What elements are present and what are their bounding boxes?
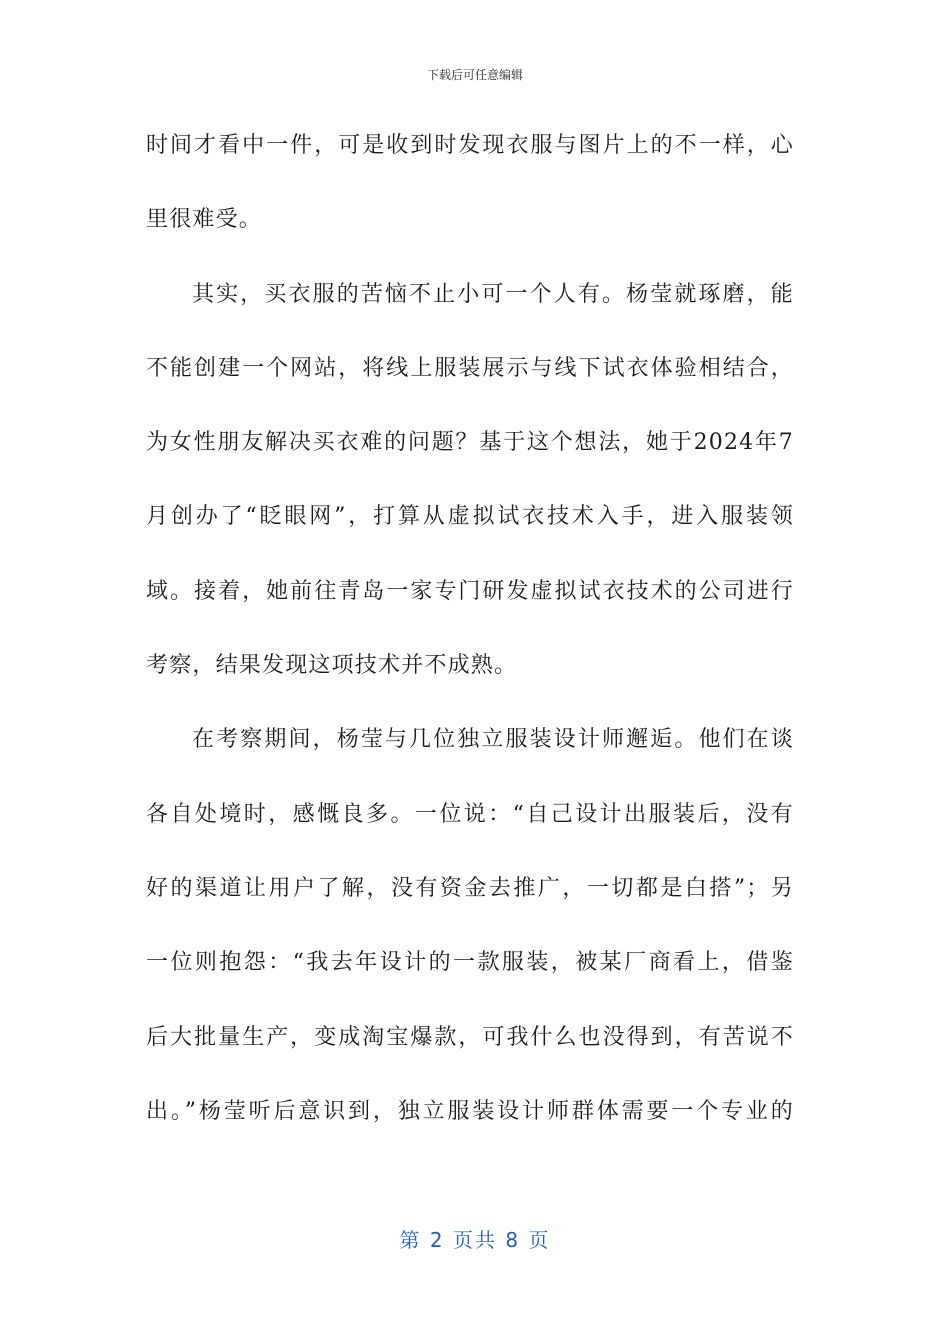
text-line: 时间才看中一件，可是收到时发现衣服与图片上的不一样，心 <box>146 133 794 158</box>
text-line: 考察，结果发现这项技术并不成熟。 <box>146 653 518 679</box>
text-line: 各自处境时，感慨良多。一位说：“自己设计出服装后，没有 <box>146 801 794 827</box>
text-line: 域。接着，她前往青岛一家专门研发虚拟试衣技术的公司进行 <box>146 578 794 604</box>
text-line: 好的渠道让用户了解，没有资金去推广，一切都是白搭”；另 <box>146 875 794 901</box>
page-header: 下载后可任意编辑 <box>426 68 523 82</box>
text-line: 为女性朋友解决买衣难的问题？基于这个想法，她于2024年7 <box>146 430 794 456</box>
text-line: 一位则抱怨：“我去年设计的一款服装，被某厂商看上，借鉴 <box>146 950 794 976</box>
document-body <box>146 118 794 1158</box>
paragraph-first-line: 其实，买衣服的苦恼不止小可一个人有。杨莹就琢磨，能 <box>192 281 794 307</box>
text-line: 月创办了“眨眼网”，打算从虚拟试衣技术入手，进入服装领 <box>146 504 794 530</box>
paragraph-first-line: 在考察期间，杨莹与几位独立服装设计师邂逅。他们在谈 <box>192 727 794 753</box>
text-line: 里很难受。 <box>146 207 263 233</box>
text-line: 不能创建一个网站，将线上服装展示与线下试衣体验相结合， <box>146 355 794 381</box>
text-line: 出。”杨莹听后意识到，独立服装设计师群体需要一个专业的 <box>146 1098 794 1124</box>
page-footer: 第 2 页共 8 页 <box>399 1228 551 1252</box>
text-line: 后大批量生产，变成淘宝爆款，可我什么也没得到，有苦说不 <box>146 1024 794 1050</box>
